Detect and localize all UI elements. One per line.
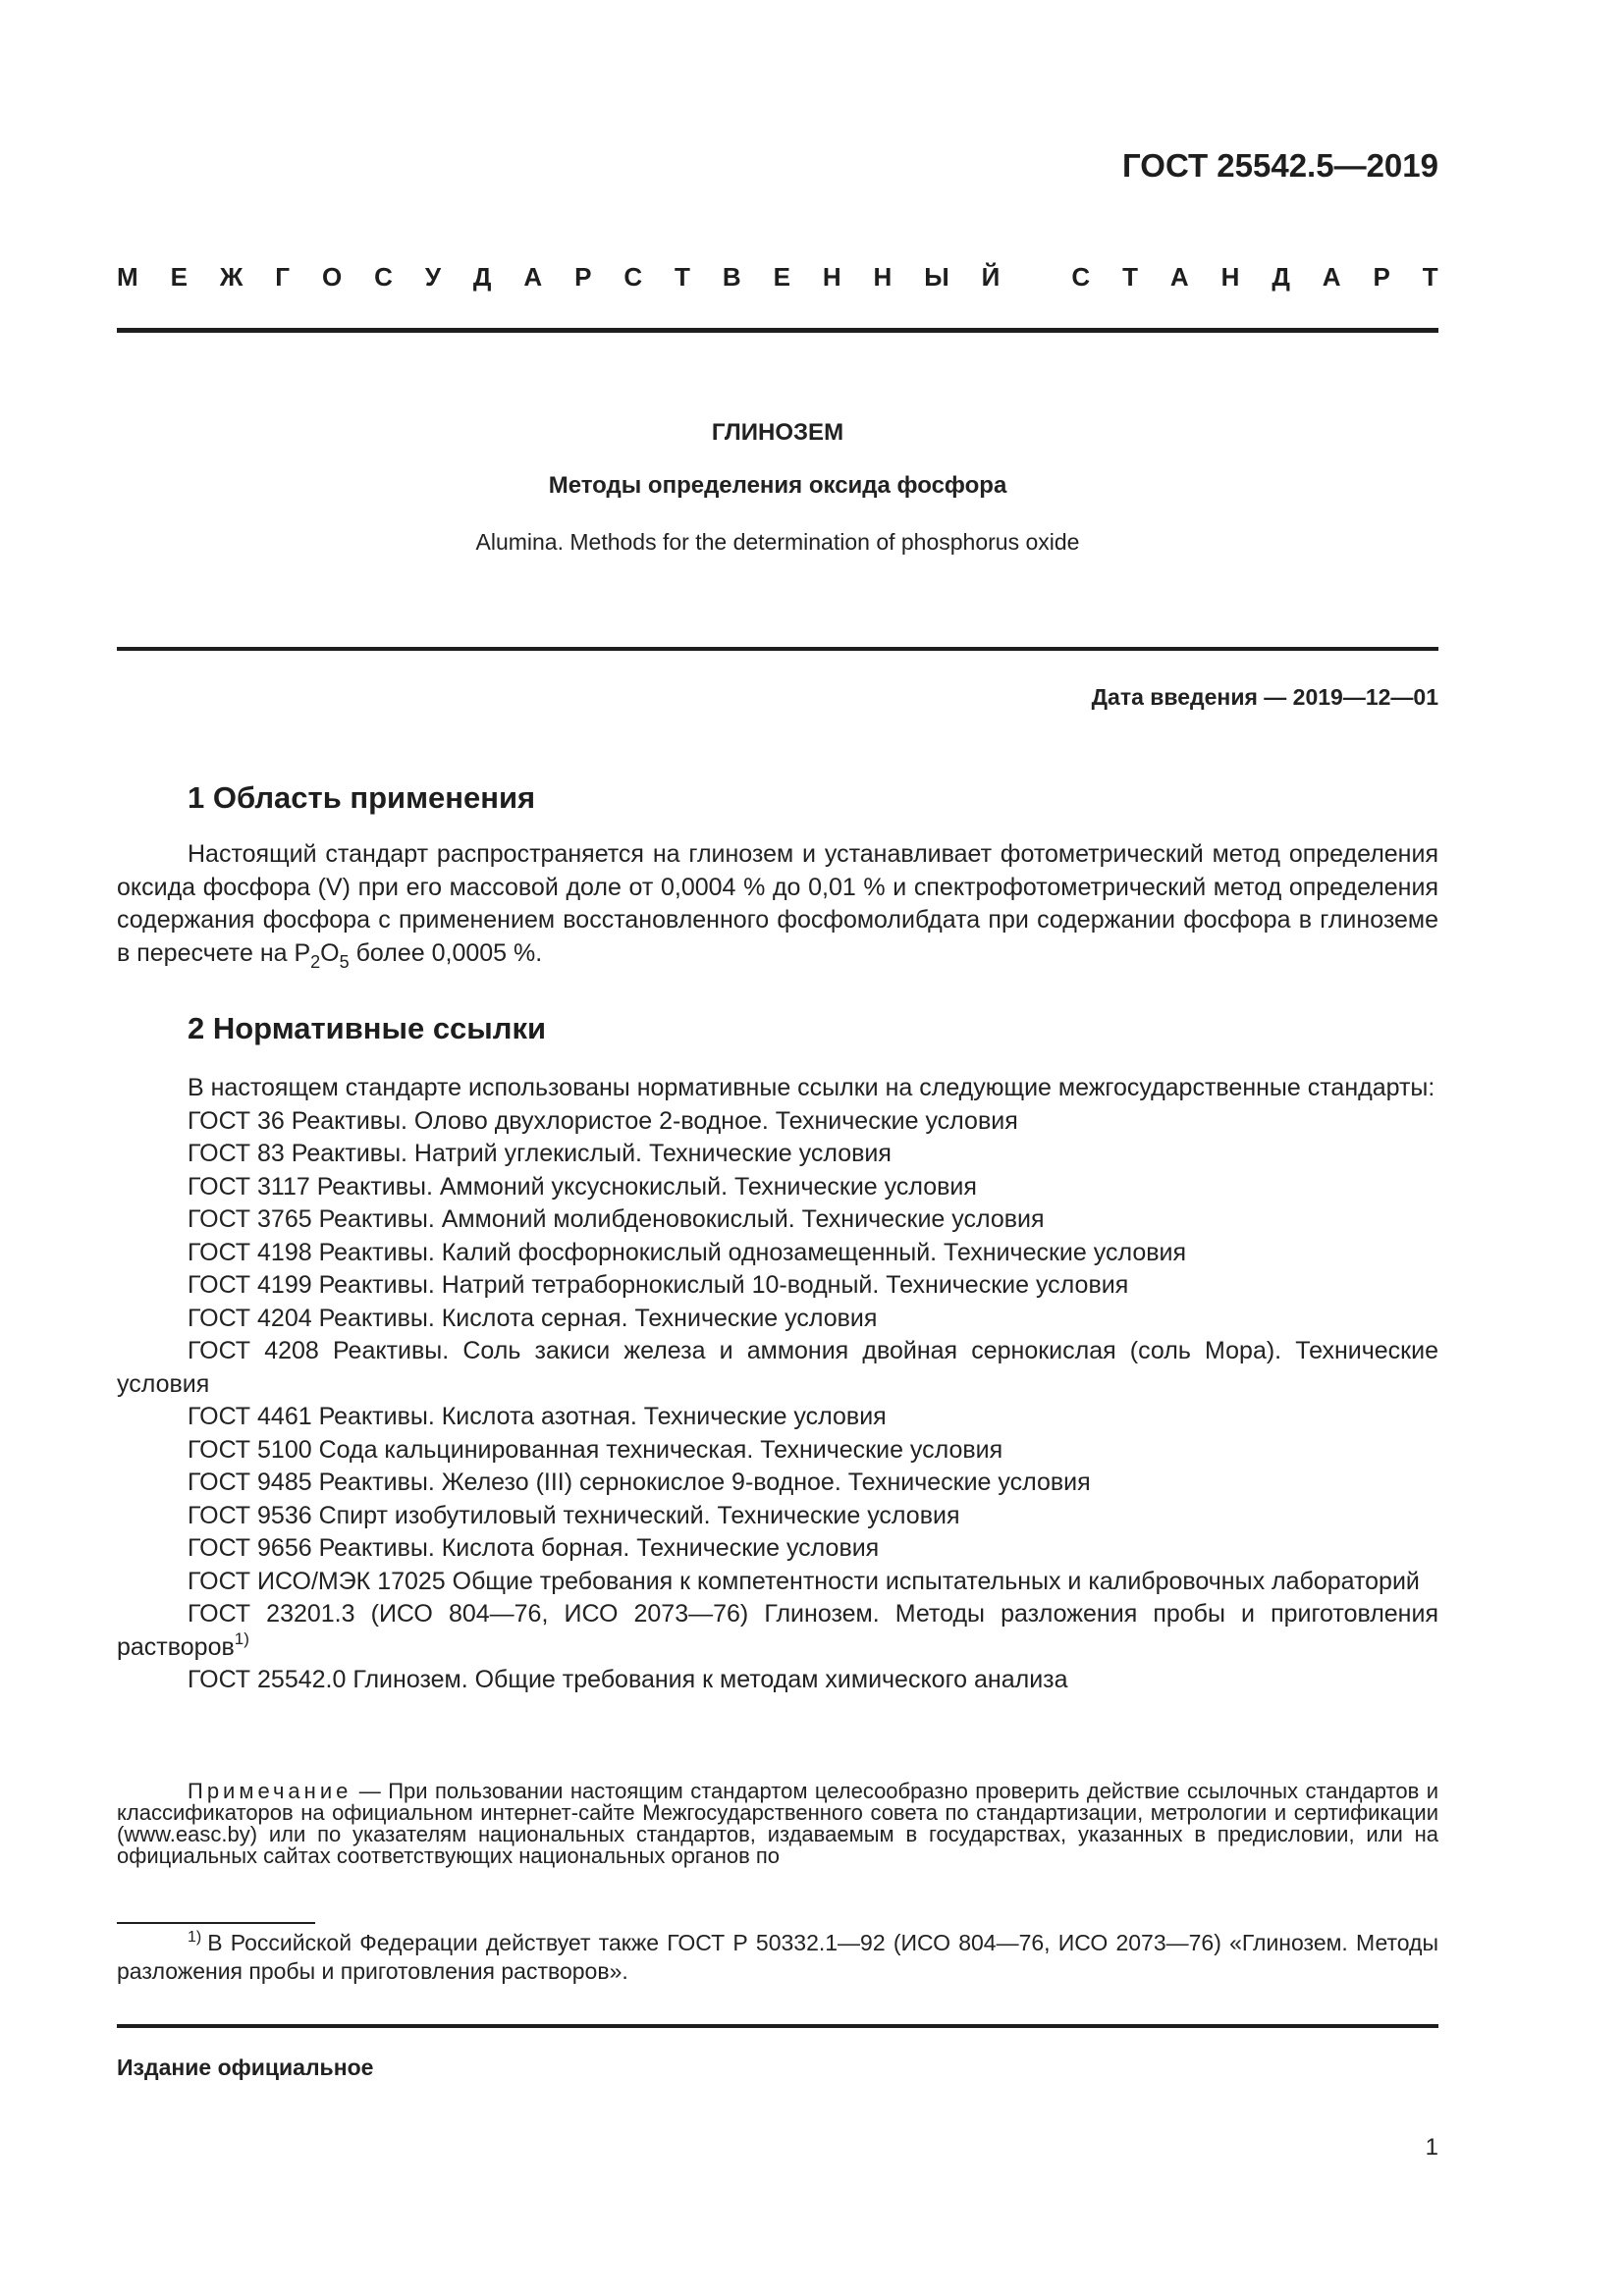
reference-item: ГОСТ 36 Реактивы. Олово двухлористое 2-водное. Технические условия bbox=[188, 1106, 1018, 1135]
reference-item: ГОСТ 3117 Реактивы. Аммоний уксуснокислый. Технические условия bbox=[188, 1172, 977, 1201]
banner-letter: Д bbox=[472, 262, 492, 292]
reference-item: ГОСТ 5100 Сода кальцинированная техническая. Технические условия bbox=[188, 1435, 1003, 1464]
banner-letter: Т bbox=[1122, 262, 1138, 292]
reference-item: ГОСТ 4461 Реактивы. Кислота азотная. Технические условия bbox=[188, 1403, 887, 1430]
reference-item: ГОСТ 4204 Реактивы. Кислота серная. Технические условия bbox=[188, 1304, 878, 1332]
note-text: — При пользовании настоящим стандартом целесообразно проверить действие ссылочных стандартов и классификаторов на официальном интернет-сайте Межгосударственного совета по стандартизации, метрологии и сертификации (www.easc.by) или по указателям национальных стандартов, издаваемым в государствах, указанных в предисловии, или на официальных сайтах соответствующих национальных органов по bbox=[117, 1779, 1438, 1868]
banner-letter: В bbox=[722, 262, 741, 292]
banner-letter: А bbox=[1322, 262, 1341, 292]
reference-item: ГОСТ 9485 Реактивы. Железо (III) сернокислое 9-водное. Технические условия bbox=[188, 1468, 1091, 1496]
footnote-rule bbox=[117, 1922, 315, 1924]
banner-letter: Ж bbox=[219, 262, 244, 292]
footnote: $^{1)}$ В Российской Федерации действует также ГОСТ Р 50332.1—92 (ИСО 804—76, ИСО 2073—76) «Глинозем. Методы разложения пробы и приготовления растворов». bbox=[117, 1929, 1438, 1984]
banner-letter: Н bbox=[873, 262, 893, 292]
banner-letter: Ы bbox=[924, 262, 949, 292]
interstate-standard-banner bbox=[117, 262, 1438, 293]
section-1-body bbox=[117, 838, 1438, 970]
banner-letter: А bbox=[1169, 262, 1189, 292]
banner-letter: Е bbox=[773, 262, 790, 292]
footnote-mark: 1) bbox=[188, 1929, 202, 1946]
banner-letter: Р bbox=[574, 262, 592, 292]
note bbox=[117, 1781, 1438, 1867]
banner-letter: У bbox=[424, 262, 441, 292]
banner-letter: М bbox=[117, 262, 138, 292]
reference-item: ГОСТ 3765 Реактивы. Аммоний молибденовокислый. Технические условия bbox=[188, 1205, 1045, 1233]
banner-letter bbox=[1032, 262, 1039, 293]
reference-item: ГОСТ 9536 Спирт изобутиловый технический. Технические условия bbox=[188, 1501, 960, 1529]
document-subtitle: Методы определения оксида фосфора bbox=[548, 472, 1007, 499]
official-edition-label: Издание официальное bbox=[117, 2055, 374, 2080]
note-label: Примечание bbox=[188, 1779, 352, 1803]
banner-letter: Й bbox=[981, 262, 1001, 292]
banner-letter: С bbox=[374, 262, 393, 292]
banner-letter: Т bbox=[1422, 262, 1438, 292]
section-1-heading: 1 Область применения bbox=[188, 780, 536, 815]
reference-list bbox=[117, 1105, 1438, 1599]
reference-item: ГОСТ 4198 Реактивы. Калий фосфорнокислый однозамещенный. Технические условия bbox=[188, 1238, 1187, 1266]
reference-item: ГОСТ 9656 Реактивы. Кислота борная. Технические условия bbox=[188, 1534, 880, 1562]
banner-letter: Т bbox=[675, 262, 690, 292]
references-intro: В настоящем стандарте использованы нормативные ссылки на следующие межгосударственные стандарты: bbox=[188, 1074, 1435, 1101]
banner-letter: Н bbox=[1220, 262, 1240, 292]
banner-letter: Р bbox=[1373, 262, 1390, 292]
banner-letter: Н bbox=[822, 262, 841, 292]
banner-letter: Г bbox=[275, 262, 291, 292]
reference-item: ГОСТ 25542.0 Глинозем. Общие требования к методам химического анализа bbox=[188, 1666, 1068, 1693]
footer-rule bbox=[117, 2024, 1438, 2028]
section-2-heading: 2 Нормативные ссылки bbox=[188, 1011, 547, 1045]
introduction-date: Дата введения — 2019—12—01 bbox=[1091, 684, 1438, 710]
page-number: 1 bbox=[1425, 2134, 1438, 2161]
standard-code: ГОСТ 25542.5—2019 bbox=[1122, 147, 1438, 184]
reference-item: ГОСТ 4199 Реактивы. Натрий тетраборнокислый 10-водный. Технические условия bbox=[188, 1271, 1129, 1299]
banner-letter: Е bbox=[170, 262, 188, 292]
banner-letter: С bbox=[1071, 262, 1091, 292]
section-2-body bbox=[117, 1072, 1438, 1697]
banner-letter: О bbox=[321, 262, 343, 292]
footnote-marker: 1) bbox=[234, 1629, 249, 1648]
banner-letter: А bbox=[523, 262, 543, 292]
banner-letter: Д bbox=[1272, 262, 1290, 292]
reference-item: ГОСТ 83 Реактивы. Натрий углекислый. Технические условия bbox=[188, 1140, 892, 1167]
document-english-title: Alumina. Methods for the determination of phosphorus oxide bbox=[475, 529, 1080, 555]
document-page bbox=[117, 0, 1438, 2296]
reference-item: ГОСТ 4208 Реактивы. Соль закиси железа и аммония двойная сернокислая (соль Мора). Технические условия bbox=[117, 1337, 1438, 1398]
reference-item: ГОСТ 23201.3 (ИСО 804—76, ИСО 2073—76) Глинозем. Методы разложения пробы и приготовления растворов$^{1)}$ bbox=[117, 1600, 1438, 1661]
document-title: ГЛИНОЗЕМ bbox=[711, 419, 844, 446]
reference-item: ГОСТ ИСО/МЭК 17025 Общие требования к компетентности испытательных и калибровочных лабораторий bbox=[188, 1567, 1420, 1595]
title-rule bbox=[117, 647, 1438, 651]
scope-paragraph: Настоящий стандарт распространяется на глинозем и устанавливает фотометрический метод определения оксида фосфора (V) при его массовой доле от 0,0004 % до 0,01 % и спектрофотометрический метод определения содержания фосфора с применением восстановленного фосфомолибдата при содержании фосфора в глиноземе в пересчете на $P_2O_5$ более 0,0005 %. bbox=[117, 840, 1438, 972]
banner-letter: С bbox=[623, 262, 643, 292]
header-rule bbox=[117, 328, 1438, 333]
